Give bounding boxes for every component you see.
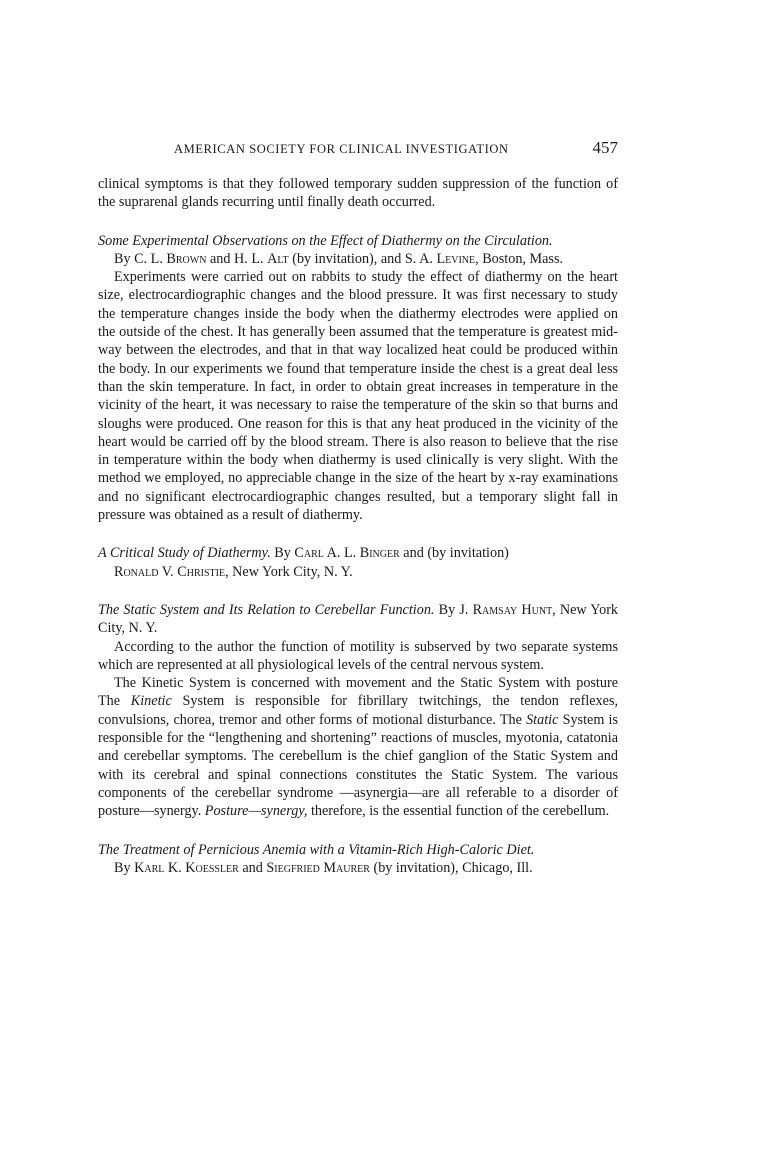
running-title: AMERICAN SOCIETY FOR CLINICAL INVESTIGATION: [174, 142, 509, 156]
author-name: Ronald V. Christie: [114, 563, 226, 580]
abstract-diathermy-circulation: [98, 232, 618, 525]
abstract-critical-study-diathermy: A Critical Study of Diathermy. By Carl A. L. Binger and (by invitation) Ronald V. Christie, New York City, N. Y.: [98, 544, 618, 581]
author-name: Levine: [436, 250, 476, 267]
abstract-static-system: The Static System and Its Relation to Cerebellar Function. By J. Ramsay Hunt, New York City, N. Y. According to the author the function of motility is subserved by two separate systems which are represented at all physiological levels of the central nervous system. The Kinetic System is concerned with movement and the Static System with posture The Kinetic System is responsible for fibrillary twitchings, the tendon reflexes, convulsions, chorea, tremor and other forms of motional disturbance. The Static System is responsible for the “lengthening and shortening” reactions of muscles, myotonia, catatonia and cerebellar symptoms. The cerebellum is the chief ganglion of the Static System and with its cerebral and spinal connections constitutes the Static System. The various components of the cerebellar syndrome —asynergia—are all referable to a disorder of posture—synergy. Posture—synergy, therefore, is the essential function of the cerebellum.: [98, 601, 619, 820]
author-name: Ramsay Hunt: [472, 601, 553, 618]
author-name: Brown: [166, 250, 207, 267]
abstract-title: A Critical Study of Diathermy.: [98, 545, 271, 562]
author-name: Carl A. L. Binger: [294, 545, 400, 562]
abstract-body: According to the author the function of motility is subserved by two separate systems which are represented at all physiological levels of the central nervous system.: [98, 638, 618, 673]
page-number: 457: [592, 138, 618, 157]
abstract-byline: By C. L. Brown and H. L. Alt (by invitation), and S. A. Levine, Boston, Mass.: [114, 250, 564, 267]
abstract-byline: By Karl K. Koessler and Siegfried Maurer (by invitation), Chicago, Ill.: [114, 859, 533, 876]
abstract-body: The Kinetic System is concerned with movement and the Static System with posture The Kinetic System is responsible for fibrillary twitchings, the tendon reflexes, convulsions, chorea, tremor and other forms of motional disturbance. The Static System is responsible for the “lengthening and shortening” reactions of muscles, myotonia, catatonia and cerebellar symptoms. The cerebellum is the chief ganglion of the Static System and with its cerebral and spinal connections constitutes the Static System. The various components of the cerebellar syndrome —asynergia—are all referable to a disorder of posture—synergy. Posture—synergy, therefore, is the essential function of the cerebellum.: [98, 675, 619, 820]
abstract-body: Experiments were carried out on rabbits to study the effect of diathermy on the heart size, electrocardiographic changes and the blood pressure. It was first necessary to study the temperature changes inside the body when the diathermy electrodes were applied on the outside of the chest. It has generally been assumed that the temperature is greatest mid-way between the electrodes, and that in that way localized heat could be produced within the body. In our experiments we found that temperature inside the chest is a great deal less than the skin temperature. In fact, in order to obtain great increases in temperature in the vicinity of the heart, it was necessary to raise the temperature of the skin so that burns and sloughs were produced. One reason for this is that any heat produced in the vicinity of the heart would be carried off by the blood stream. There is also reason to believe that the rise in temperature within the body when diathermy is used clinically is very slight. With the method we employed, no appreciable change in the size of the heart by x-ray examinations and no significant electrocardiographic changes resulted, but a temporary slight fall in pressure was obtained as a result of diathermy.: [98, 269, 618, 524]
abstract-title: The Static System and Its Relation to Cerebellar Function.: [98, 601, 435, 618]
continuation-paragraph: clinical symptoms is that they followed temporary sudden suppression of the function of the suprarenal glands recurring until finally death occurred.: [98, 176, 618, 211]
running-header: [98, 138, 618, 164]
abstract-title: Some Experimental Observations on the Effect of Diathermy on the Circulation.: [98, 232, 553, 249]
author-name: Siegfried Maurer: [266, 859, 370, 876]
abstract-pernicious-anemia: [98, 841, 618, 878]
abstract-byline: Ronald V. Christie, New York City, N. Y.: [114, 563, 353, 580]
abstract-title: The Treatment of Pernicious Anemia with a Vitamin-Rich High-Caloric Diet.: [98, 841, 535, 858]
author-name: Alt: [267, 250, 289, 267]
page: [98, 138, 618, 877]
author-name: Karl K. Koessler: [134, 859, 239, 876]
